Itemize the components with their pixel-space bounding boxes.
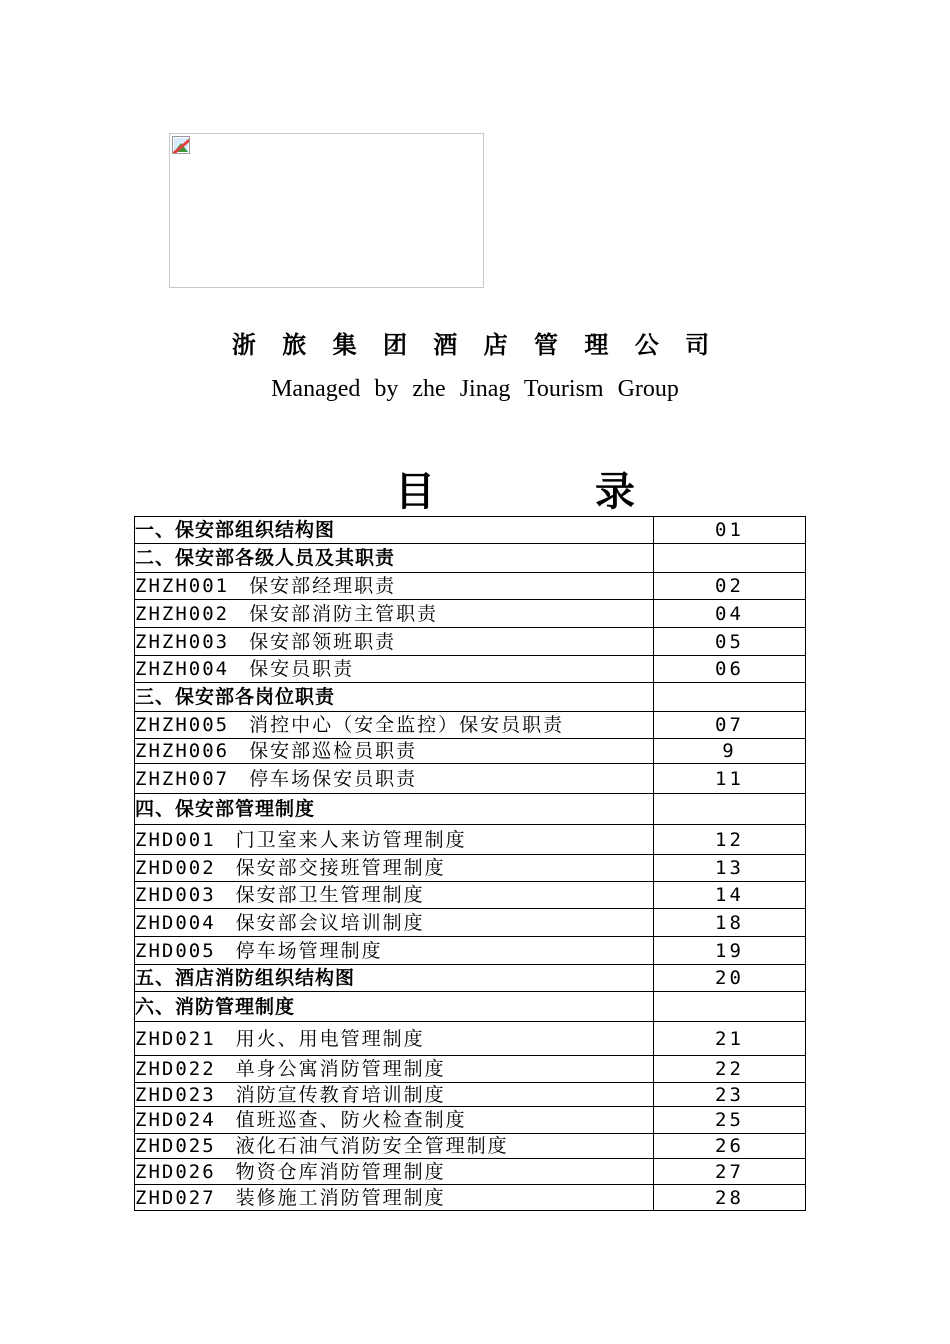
toc-page-number: 07 xyxy=(654,712,806,739)
toc-item-row xyxy=(135,628,806,656)
toc-page-number: 26 xyxy=(654,1134,806,1159)
toc-page-number: 02 xyxy=(654,573,806,600)
toc-item-cell xyxy=(135,1185,654,1211)
toc-item-code: ZHZH005 xyxy=(135,714,230,736)
toc-item-row xyxy=(135,656,806,683)
toc-section-row xyxy=(135,992,806,1022)
toc-item-row xyxy=(135,1159,806,1185)
toc-item-title: 保安部卫生管理制度 xyxy=(235,884,425,906)
toc-item-row xyxy=(135,1056,806,1083)
toc-section-row xyxy=(135,683,806,712)
toc-page-number: 25 xyxy=(654,1107,806,1134)
toc-item-cell xyxy=(135,882,654,909)
toc-item-row xyxy=(135,764,806,794)
toc-item-cell xyxy=(135,937,654,965)
toc-item-cell xyxy=(135,855,654,882)
toc-item-row xyxy=(135,937,806,965)
toc-page-number: 01 xyxy=(654,517,806,544)
toc-item-code: ZHD022 xyxy=(135,1058,216,1080)
toc-item-row xyxy=(135,909,806,937)
toc-section-row xyxy=(135,517,806,544)
toc-item-cell xyxy=(135,1022,654,1056)
toc-page-number: 13 xyxy=(654,855,806,882)
toc-item-cell xyxy=(135,573,654,600)
toc-item-title: 保安员职责 xyxy=(249,658,355,680)
toc-item-cell xyxy=(135,825,654,855)
managed-by-text: Managed by zhe Jinag Tourism Group xyxy=(271,376,679,402)
toc-page-number xyxy=(654,683,806,712)
toc-item-code: ZHD021 xyxy=(135,1027,216,1050)
toc-item-code: ZHD004 xyxy=(135,911,216,934)
toc-page-number: 18 xyxy=(654,909,806,937)
toc-item-cell xyxy=(135,909,654,937)
toc-section-title: 一、保安部组织结构图 xyxy=(135,517,654,544)
toc-item-title: 停车场管理制度 xyxy=(235,939,383,962)
toc-item-code: ZHZH004 xyxy=(135,658,230,680)
toc-title-char-2: 录 xyxy=(595,469,635,515)
toc-page-number: 12 xyxy=(654,825,806,855)
toc-section-title: 四、保安部管理制度 xyxy=(135,794,654,825)
toc-item-title: 门卫室来人来访管理制度 xyxy=(235,828,467,851)
toc-section-row xyxy=(135,965,806,992)
toc-item-title: 液化石油气消防安全管理制度 xyxy=(235,1135,509,1157)
toc-page-number: 05 xyxy=(654,628,806,656)
toc-item-cell xyxy=(135,712,654,739)
toc-section-row xyxy=(135,794,806,825)
toc-item-code: ZHZH007 xyxy=(135,767,230,790)
toc-page-number xyxy=(654,794,806,825)
toc-item-code: ZHD024 xyxy=(135,1109,216,1131)
toc-item-cell xyxy=(135,764,654,794)
toc-item-cell xyxy=(135,1083,654,1107)
toc-title-char-1: 目 xyxy=(395,469,435,515)
toc-page-number: 19 xyxy=(654,937,806,965)
toc-item-cell xyxy=(135,600,654,628)
toc-item-code: ZHD002 xyxy=(135,857,216,879)
toc-item-row xyxy=(135,712,806,739)
toc-table xyxy=(134,516,806,1211)
toc-item-cell xyxy=(135,1159,654,1185)
toc-section-row xyxy=(135,544,806,573)
toc-item-title: 保安部交接班管理制度 xyxy=(235,857,446,879)
toc-item-code: ZHZH001 xyxy=(135,575,230,597)
toc-item-row xyxy=(135,1107,806,1134)
toc-page-number: 11 xyxy=(654,764,806,794)
toc-item-title: 物资仓库消防管理制度 xyxy=(235,1160,446,1183)
toc-item-title: 装修施工消防管理制度 xyxy=(235,1186,446,1209)
toc-item-title: 保安部消防主管职责 xyxy=(249,602,439,625)
toc-section-title: 二、保安部各级人员及其职责 xyxy=(135,544,654,573)
toc-item-code: ZHZH002 xyxy=(135,602,230,625)
toc-item-title: 消防宣传教育培训制度 xyxy=(235,1083,446,1106)
toc-item-title: 保安部会议培训制度 xyxy=(235,911,425,934)
toc-section-title: 六、消防管理制度 xyxy=(135,992,654,1022)
toc-page-number: 04 xyxy=(654,600,806,628)
toc-item-row xyxy=(135,1022,806,1056)
toc-item-code: ZHD005 xyxy=(135,939,216,962)
toc-item-title: 消控中心（安全监控）保安员职责 xyxy=(249,714,565,736)
toc-page-number: 06 xyxy=(654,656,806,683)
toc-item-row xyxy=(135,882,806,909)
toc-item-code: ZHD027 xyxy=(135,1186,216,1209)
toc-item-cell xyxy=(135,628,654,656)
toc-item-cell xyxy=(135,739,654,764)
toc-page-number: 9 xyxy=(654,739,806,764)
company-name: 浙 旅 集 团 酒 店 管 理 公 司 xyxy=(231,331,719,359)
toc-item-row xyxy=(135,1083,806,1107)
toc-item-code: ZHD023 xyxy=(135,1083,216,1106)
toc-item-code: ZHD026 xyxy=(135,1160,216,1183)
toc-page-number: 21 xyxy=(654,1022,806,1056)
toc-page-number: 23 xyxy=(654,1083,806,1107)
toc-item-title: 保安部经理职责 xyxy=(249,575,397,597)
toc-item-code: ZHD025 xyxy=(135,1135,216,1157)
toc-title xyxy=(395,468,635,516)
toc-item-row xyxy=(135,825,806,855)
toc-item-code: ZHD001 xyxy=(135,828,216,851)
toc-item-code: ZHZH003 xyxy=(135,630,230,653)
toc-page-number: 27 xyxy=(654,1159,806,1185)
toc-item-row xyxy=(135,739,806,764)
toc-page-number: 14 xyxy=(654,882,806,909)
toc-item-title: 保安部领班职责 xyxy=(249,630,397,653)
toc-item-title: 单身公寓消防管理制度 xyxy=(235,1058,446,1080)
toc-item-code: ZHD003 xyxy=(135,884,216,906)
toc-item-cell xyxy=(135,1134,654,1159)
toc-item-row xyxy=(135,855,806,882)
toc-item-title: 用火、用电管理制度 xyxy=(235,1027,425,1050)
toc-item-title: 停车场保安员职责 xyxy=(249,767,418,790)
broken-image-icon xyxy=(172,136,190,154)
toc-page-number xyxy=(654,544,806,573)
toc-item-title: 值班巡查、防火检查制度 xyxy=(235,1109,467,1131)
toc-item-code: ZHZH006 xyxy=(135,740,230,762)
toc-item-title: 保安部巡检员职责 xyxy=(249,740,418,762)
logo-image-placeholder xyxy=(169,133,484,288)
toc-page-number: 20 xyxy=(654,965,806,992)
toc-page-number xyxy=(654,992,806,1022)
toc-item-cell xyxy=(135,1107,654,1134)
toc-item-row xyxy=(135,1185,806,1211)
toc-item-cell xyxy=(135,1056,654,1083)
toc-page-number: 28 xyxy=(654,1185,806,1211)
toc-item-row xyxy=(135,1134,806,1159)
toc-item-row xyxy=(135,600,806,628)
toc-item-row xyxy=(135,573,806,600)
toc-section-title: 五、酒店消防组织结构图 xyxy=(135,965,654,992)
toc-item-cell xyxy=(135,656,654,683)
toc-page-number: 22 xyxy=(654,1056,806,1083)
toc-section-title: 三、保安部各岗位职责 xyxy=(135,683,654,712)
